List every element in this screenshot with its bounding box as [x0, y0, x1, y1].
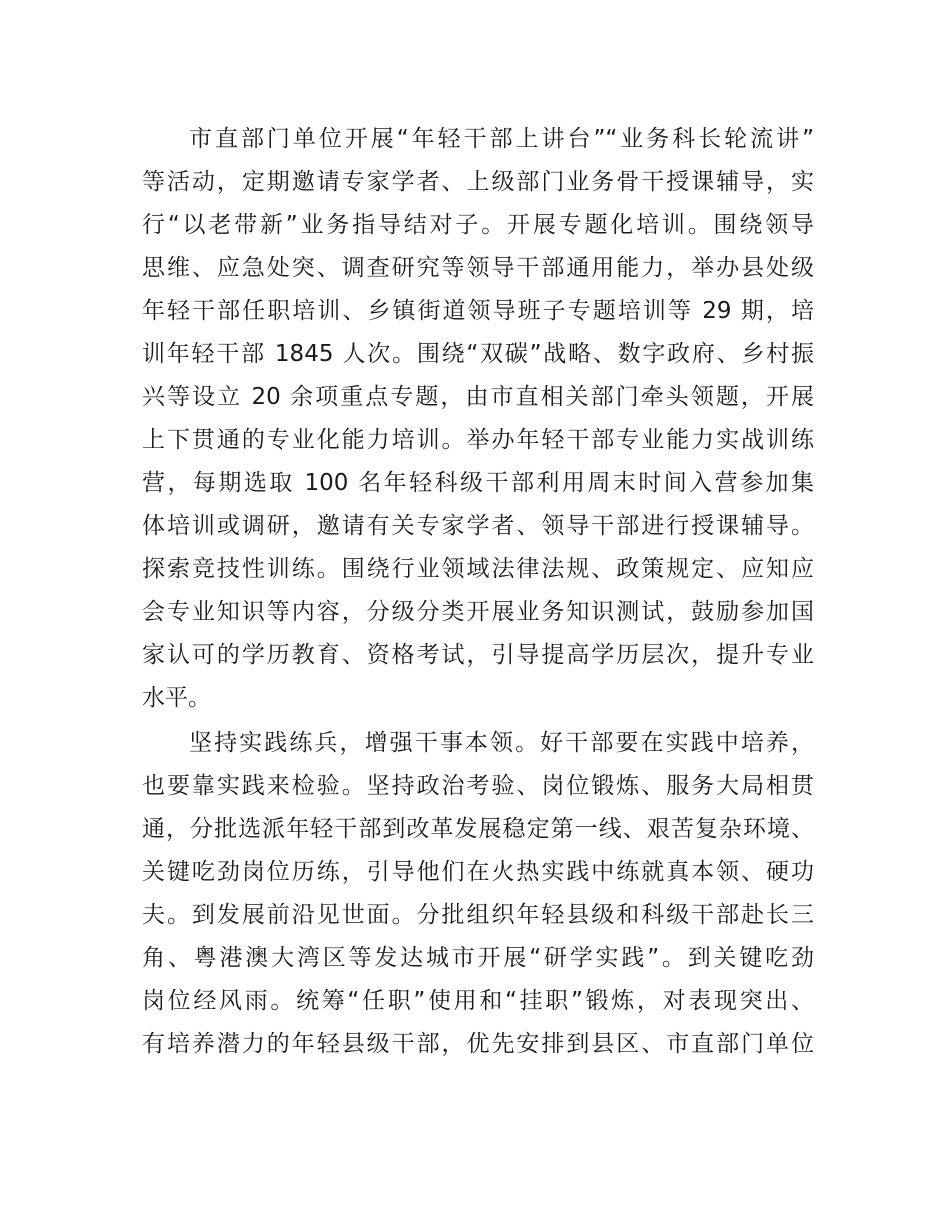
text-line: 会专业知识等内容，分级分类开展业务知识测试，鼓励参加国 [142, 599, 814, 625]
text-line: 家认可的学历教育、资格考试，引导提高学历层次，提升专业 [142, 642, 814, 668]
text-line: 年轻干部任职培训、乡镇街道领导班子专题培训等 29 期，培 [142, 298, 814, 324]
text-line: 上下贯通的专业化能力培训。举办年轻干部专业能力实战训练 [142, 427, 814, 453]
text-line: 通，分批选派年轻干部到改革发展稳定第一线、艰苦复杂环境、 [142, 816, 814, 842]
text-line: 关键吃劲岗位历练，引导他们在火热实践中练就真本领、硬功 [142, 859, 814, 885]
text-line: 营，每期选取 100 名年轻科级干部利用周末时间入营参加集 [142, 470, 814, 496]
paragraph-2 [142, 722, 814, 1066]
text-line: 兴等设立 20 余项重点专题，由市直相关部门牵头领题，开展 [142, 384, 814, 410]
text-line: 探索竞技性训练。围绕行业领域法律法规、政策规定、应知应 [142, 556, 814, 582]
text-line: 也要靠实践来检验。坚持政治考验、岗位锻炼、服务大局相贯 [142, 773, 814, 799]
text-line: 行“以老带新”业务指导结对子。开展专题化培训。围绕领导 [142, 212, 814, 238]
text-line: 水平。 [142, 685, 211, 711]
document-body [142, 118, 814, 1066]
text-line: 等活动，定期邀请专家学者、上级部门业务骨干授课辅导，实 [142, 169, 814, 195]
text-line: 市直部门单位开展“年轻干部上讲台”“业务科长轮流讲” [189, 126, 814, 152]
text-line: 思维、应急处突、调查研究等领导干部通用能力，举办县处级 [142, 255, 814, 281]
text-line: 坚持实践练兵，增强干事本领。好干部要在实践中培养， [189, 730, 814, 756]
paragraph-1 [142, 118, 814, 720]
text-line: 夫。到发展前沿见世面。分批组织年轻县级和科级干部赴长三 [142, 902, 814, 928]
text-line: 训年轻干部 1845 人次。围绕“双碳”战略、数字政府、乡村振 [142, 341, 814, 367]
text-line: 岗位经风雨。统筹“任职”使用和“挂职”锻炼，对表现突出、 [142, 988, 814, 1014]
text-line: 体培训或调研，邀请有关专家学者、领导干部进行授课辅导。 [142, 513, 814, 539]
text-line: 有培养潜力的年轻县级干部，优先安排到县区、市直部门单位 [142, 1031, 814, 1057]
text-line: 角、粤港澳大湾区等发达城市开展“研学实践”。到关键吃劲 [142, 945, 814, 971]
